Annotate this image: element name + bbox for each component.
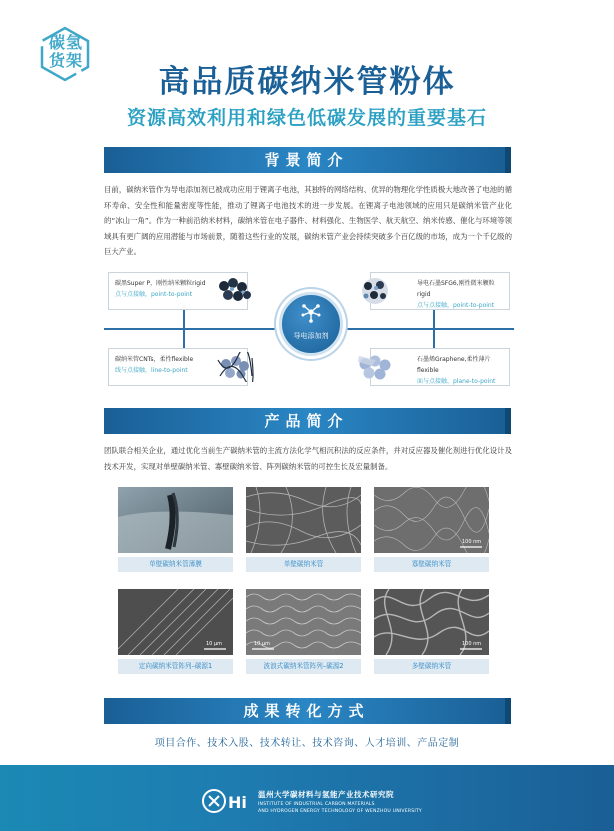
molecule-icon <box>299 300 323 324</box>
product-paragraph: 团队联合相关企业，通过优化当前生产碳纳米管的主流方法化学气相沉积法的反应条件，并对反应器及催化剂进行优化设计及技术开发，实现对单壁碳纳米管、寡壁碳纳米管、阵列碳纳米管的可控生长及宏量制备。 <box>104 446 512 471</box>
product-fwcnt <box>374 487 489 572</box>
institute-name-en-line1: INSTITUTE OF INDUSTRIAL CARBON MATERIALS <box>258 802 375 807</box>
results-heading: 成果转化方式 <box>104 698 509 724</box>
card-graphene-contact: 面与点接触，plane-to-point <box>417 378 496 385</box>
mwcnt-scale-label: 100 nm <box>462 641 482 647</box>
product-swcnt <box>246 487 361 572</box>
wavy-array-scale-label: 10 μm <box>254 641 271 647</box>
product-mwcnt <box>374 589 489 674</box>
cnt-network-icon <box>216 352 254 382</box>
product-swcnt-film <box>118 487 233 572</box>
institute-logo-icon <box>200 786 248 816</box>
background-paragraph: 目前，碳纳米管作为导电添加剂已被成功应用于锂离子电池，其独特的网络结构、优异的物理化学性质极大地改善了电池的循环寿命、安全性和能量密度等性能，推动了锂离子电池技术的进一步发展。在锂离子电池领域的应用只是碳纳米管产业化的“冰山一角”。作为一种前沿纳米材料，碳纳米管在电子器件、材料强化、生物医学、航天航空、纳米传感、催化与环境等领域具有更广阔的应用潜能与市场前景，随着这些行业的发展，碳纳米管产业会持续突破多个百亿级的市场，成为一个千亿级的巨大产业。 <box>104 185 512 256</box>
card-graphite-contact: 点与点接触，point-to-point <box>417 302 495 309</box>
card-carbon-black-title: 碳黑Super P，刚性纳米颗粒rigid <box>115 280 206 287</box>
logo-line-2: 货架 <box>48 51 83 70</box>
caption-mwcnt: 多壁碳纳米管 <box>374 659 489 674</box>
card-carbon-black-contact: 点与点接触，point-to-point <box>115 291 193 298</box>
graphene-sheets-icon <box>356 352 394 382</box>
caption-fwcnt: 寡壁碳纳米管 <box>374 557 489 572</box>
conductive-additive-diagram <box>104 270 514 395</box>
institute-name-cn: 温州大学碳材料与氢能产业技术研究院 <box>258 790 394 799</box>
caption-aligned-array-1: 定向碳纳米管阵列–碳源1 <box>118 659 233 674</box>
logo-line-1: 碳氢 <box>48 33 83 52</box>
caption-wavy-array-2: 波浪式碳纳米管阵列–碳源2 <box>246 659 361 674</box>
product-wavy-array-2 <box>246 589 361 674</box>
aligned-array-scale-label: 10 μm <box>206 641 223 647</box>
carbon-black-particles-icon <box>216 276 254 306</box>
fwcnt-scale-label: 100 nm <box>462 539 482 545</box>
swcnt-film-photo <box>118 487 233 553</box>
transfer-methods: 项目合作、技术入股、技术转让、技术咨询、人才培训、产品定制 <box>154 738 460 749</box>
graphite-particles-icon <box>356 276 394 306</box>
institute-name-en-line2: AND HYDROGEN ENERGY TECHNOLOGY OF WENZHOU UNIVERSITY <box>258 809 422 814</box>
hub-label: 导电添加剂 <box>293 332 329 340</box>
product-aligned-array-1 <box>118 589 233 674</box>
page-subtitle: 资源高效利用和绿色低碳发展的重要基石 <box>126 107 487 129</box>
swcnt-sem-image <box>246 487 361 553</box>
caption-swcnt-film: 单壁碳纳米管薄膜 <box>118 557 233 572</box>
card-graphene-title: 石墨烯Graphene,柔性薄片flexible <box>417 356 491 374</box>
card-graphite-title: 导电石墨SFG6,刚性微米颗粒rigid <box>417 280 495 298</box>
svg-text:Hi: Hi <box>228 793 247 812</box>
background-heading: 背景简介 <box>104 147 509 173</box>
card-cnt-contact: 线与点接触，line-to-point <box>115 367 188 374</box>
card-cnt-title: 碳纳米管CNTs，柔性flexible <box>115 356 194 363</box>
product-heading: 产品简介 <box>104 408 509 434</box>
caption-swcnt: 单壁碳纳米管 <box>246 557 361 572</box>
page-title: 高品质碳纳米管粉体 <box>158 64 456 100</box>
